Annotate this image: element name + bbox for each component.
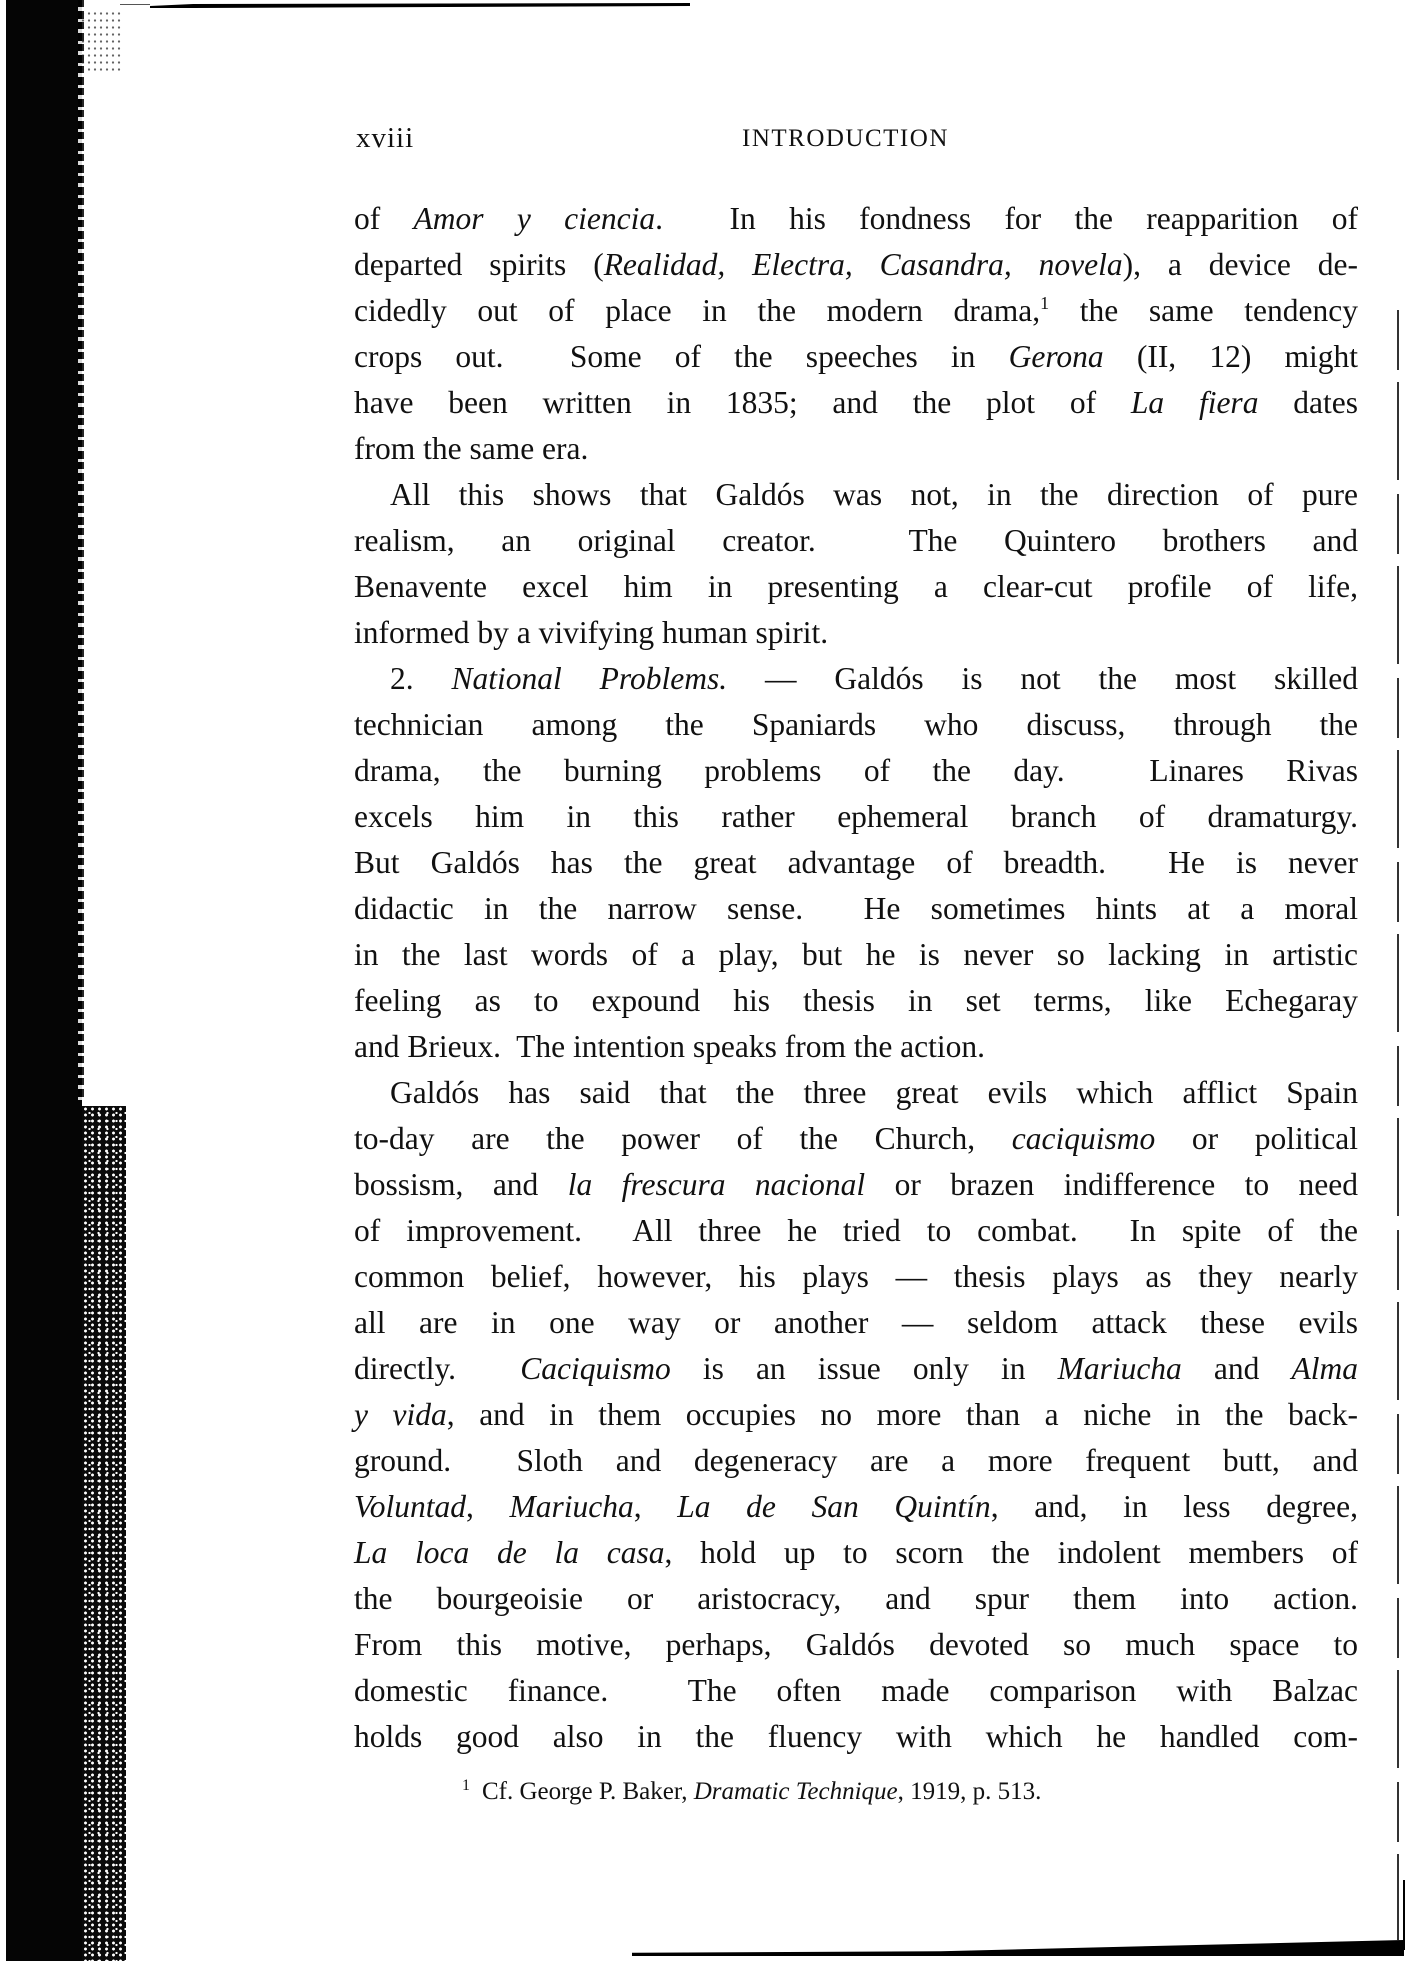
footnote-text [482, 1778, 1041, 1805]
text-line [354, 1162, 1358, 1208]
italic-title: Caciquismo [520, 1351, 671, 1386]
italic-title: La fiera [1130, 385, 1259, 420]
text-run: , [466, 1489, 510, 1524]
scan-speckle-texture [82, 1106, 126, 1961]
text-run: didactic in the narrow sense. He sometimes hints at a moral [354, 891, 1358, 926]
italic-title: caciquismo [1011, 1121, 1156, 1156]
text-line [354, 380, 1358, 426]
page-number: xviii [356, 122, 415, 154]
text-run: directly. [354, 1351, 521, 1386]
text-line [354, 1668, 1358, 1714]
text-line [354, 426, 1358, 472]
scan-right-corner [1403, 1880, 1405, 1950]
text-line [354, 702, 1358, 748]
text-run: informed by a vivifying human spirit. [354, 615, 829, 650]
scan-binding-edge [78, 0, 84, 1100]
text-run: realism, an original creator. The Quintero brothers and [354, 523, 1358, 558]
text-run: 2. [390, 661, 452, 696]
text-line [354, 610, 1358, 656]
text-line [354, 242, 1358, 288]
italic-title: National Problems. [451, 661, 728, 696]
text-run: departed spirits ( [354, 247, 604, 282]
text-run: the same tendency [1049, 293, 1358, 328]
text-run: All this shows that Galdós was not, in the direction of pure [390, 477, 1358, 512]
text-line [354, 1622, 1358, 1668]
text-run: , hold up to scorn the indolent members of [664, 1535, 1359, 1570]
footnote-reference: 1 [1040, 293, 1050, 313]
text-run: But Galdós has the great advantage of breadth. He is never [354, 845, 1358, 880]
text-run: the bourgeoisie or aristocracy, and spur them into action. [354, 1581, 1358, 1616]
text-line [354, 518, 1358, 564]
italic-title: Dramatic Technique [693, 1778, 898, 1805]
text-line [354, 1300, 1358, 1346]
text-run: drama, the burning problems of the day. Linares Rivas [354, 753, 1358, 788]
text-line [354, 334, 1358, 380]
text-run: and Brieux. The intention speaks from the action. [354, 1029, 986, 1064]
page-title: INTRODUCTION [742, 125, 949, 152]
scan-right-edge [1397, 310, 1399, 1940]
text-line [354, 1576, 1358, 1622]
text-run: of [354, 201, 414, 236]
text-line [354, 794, 1358, 840]
text-run: technician among the Spaniards who discuss, through the [354, 707, 1358, 742]
text-run: and [1181, 1351, 1292, 1386]
text-line [354, 288, 1358, 334]
italic-title: Mariucha [1057, 1351, 1182, 1386]
italic-title: Amor y ciencia [413, 201, 656, 236]
text-line [354, 1024, 1358, 1070]
footnote-mark: 1 [462, 1777, 470, 1794]
text-run: From this motive, perhaps, Galdós devoted so much space to [354, 1627, 1358, 1662]
italic-title: Alma [1291, 1351, 1358, 1386]
text-run: crops out. Some of the speeches in [354, 339, 1009, 374]
text-run: , 1919, p. 513. [897, 1778, 1042, 1805]
text-run: . In his fondness for the reapparition of [655, 201, 1358, 236]
paragraph-national-problems [354, 656, 1358, 1070]
text-line [354, 196, 1358, 242]
italic-title: Voluntad [354, 1489, 467, 1524]
text-run: or political [1155, 1121, 1358, 1156]
scan-bottom-edge [632, 1940, 1404, 1956]
text-run: excels him in this rather ephemeral branch of dramaturgy. [354, 799, 1358, 834]
text-line [354, 564, 1358, 610]
text-line [354, 932, 1358, 978]
text-run: , and in them occupies no more than a niche in the back- [446, 1397, 1358, 1432]
running-head [356, 122, 1360, 162]
paragraph-three-great-evils [354, 1070, 1358, 1760]
italic-title: La de San Quintín [677, 1489, 991, 1524]
text-line [354, 978, 1358, 1024]
text-run: of improvement. All three he tried to combat. In spite of the [354, 1213, 1358, 1248]
text-run: , [633, 1489, 678, 1524]
text-run: Benavente excel him in presenting a clear-cut profile of life, [354, 569, 1358, 604]
italic-title: y vida [354, 1397, 447, 1432]
italic-title: Mariucha [509, 1489, 634, 1524]
text-line [354, 1346, 1358, 1392]
text-line [354, 748, 1358, 794]
text-run: , and, in less degree, [990, 1489, 1359, 1524]
paragraph-original-creator [354, 472, 1358, 656]
italic-title: La loca de la casa [354, 1535, 665, 1570]
text-run: to-day are the power of the Church, [354, 1121, 1012, 1156]
text-run: Cf. George P. Baker, [482, 1778, 694, 1805]
footnote [462, 1778, 1041, 1806]
text-run: in the last words of a play, but he is never so lacking in artistic [354, 937, 1358, 972]
text-run: is an issue only in [670, 1351, 1058, 1386]
italic-title: Gerona [1008, 339, 1104, 374]
text-run: dates [1258, 385, 1358, 420]
text-line [354, 1438, 1358, 1484]
scan-speckle-top [80, 10, 122, 75]
text-run: (II, 12) might [1103, 339, 1359, 374]
scan-top-edge [150, 3, 690, 8]
text-run: domestic finance. The often made comparison with Balzac [354, 1673, 1358, 1708]
text-run: holds good also in the fluency with which he handled com- [354, 1719, 1358, 1754]
text-run: — Galdós is not the most skilled [727, 661, 1359, 696]
text-run: cidedly out of place in the modern drama, [354, 293, 1041, 328]
text-run: from the same era. [354, 431, 589, 466]
text-line [354, 1484, 1358, 1530]
text-line [354, 1070, 1358, 1116]
text-line [354, 472, 1358, 518]
text-line [354, 886, 1358, 932]
text-run: or brazen indifference to need [865, 1167, 1359, 1202]
text-run: ), a device de- [1122, 247, 1359, 282]
text-run: all are in one way or another — seldom attack these evils [354, 1305, 1358, 1340]
text-line [354, 1392, 1358, 1438]
paragraph-amor-y-ciencia [354, 196, 1358, 472]
text-line [354, 1116, 1358, 1162]
text-run: have been written in 1835; and the plot of [354, 385, 1131, 420]
text-line [354, 1208, 1358, 1254]
body-text [354, 196, 1358, 1760]
text-run: common belief, however, his plays — thesis plays as they nearly [354, 1259, 1358, 1294]
text-run: Galdós has said that the three great evils which afflict Spain [390, 1075, 1358, 1110]
scan-binding-shadow [6, 0, 82, 1961]
text-line [354, 656, 1358, 702]
text-run: ground. Sloth and degeneracy are a more frequent butt, and [354, 1443, 1358, 1478]
text-line [354, 1254, 1358, 1300]
text-run: bossism, and [354, 1167, 568, 1202]
text-line [354, 840, 1358, 886]
text-line [354, 1714, 1358, 1760]
italic-title: la frescura nacional [567, 1167, 866, 1202]
text-line [354, 1530, 1358, 1576]
italic-title: Realidad, Electra, Casandra, novela [603, 247, 1123, 282]
scan-top-edge-thin [120, 4, 150, 5]
text-run: feeling as to expound his thesis in set terms, like Echegaray [354, 983, 1358, 1018]
